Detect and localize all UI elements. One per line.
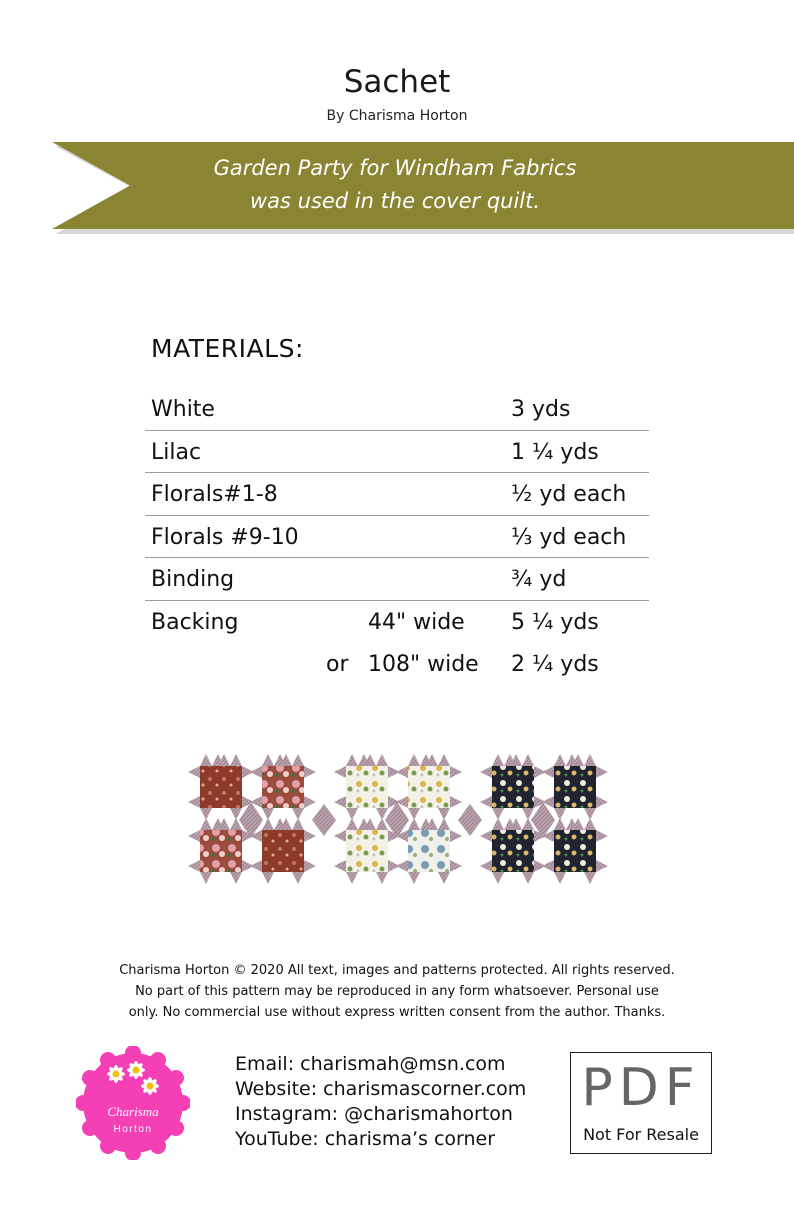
floral-square — [408, 830, 450, 872]
lilac-triangle — [408, 754, 420, 766]
copyright-notice — [100, 960, 694, 1023]
material-amount: ¾ yd — [511, 567, 567, 593]
lilac-triangle — [542, 766, 554, 778]
material-name: Florals #9-10 — [151, 524, 299, 550]
lilac-triangle — [584, 754, 596, 766]
lilac-triangle — [596, 860, 608, 872]
lilac-triangle — [554, 818, 566, 830]
lilac-triangle — [584, 872, 596, 884]
charisma-logo — [76, 1046, 190, 1160]
lilac-triangle — [450, 830, 462, 842]
banner-line-2: was used in the cover quilt. — [249, 189, 541, 213]
lilac-triangle — [492, 818, 504, 830]
material-amount: ½ yd each — [511, 482, 627, 508]
lilac-triangle — [304, 860, 316, 872]
lilac-triangle — [450, 766, 462, 778]
material-amount: ⅓ yd each — [511, 524, 627, 550]
lilac-triangle — [188, 796, 200, 808]
lilac-triangle — [492, 872, 504, 884]
material-amount: 5 ¼ yds — [511, 609, 599, 635]
material-name: Florals#1-8 — [151, 482, 278, 508]
copyright-line: only. No commercial use without express written consent from the author. Thanks. — [128, 1005, 666, 1020]
banner-line-1: Garden Party for Windham Fabrics — [213, 156, 577, 180]
lilac-triangle — [396, 860, 408, 872]
lilac-triangle — [542, 860, 554, 872]
lilac-triangle — [262, 818, 274, 830]
lilac-triangle — [480, 766, 492, 778]
lilac-triangle — [480, 860, 492, 872]
material-name: White — [151, 397, 215, 422]
lilac-triangle — [188, 860, 200, 872]
lilac-triangle — [292, 872, 304, 884]
materials-row — [145, 473, 649, 516]
lilac-triangle — [408, 872, 420, 884]
copyright-line: Charisma Horton © 2020 All text, images and patterns protected. All rights reserved. — [119, 963, 675, 978]
materials-row — [145, 643, 649, 685]
lilac-triangle — [304, 830, 316, 842]
lilac-triangle — [438, 754, 450, 766]
lilac-triangle — [230, 872, 242, 884]
contact-website: Website: charismascorner.com — [235, 1078, 527, 1100]
lilac-triangle — [450, 860, 462, 872]
lilac-triangle — [334, 766, 346, 778]
lilac-triangle — [304, 766, 316, 778]
lilac-triangle — [376, 872, 388, 884]
material-amount: 1 ¼ yds — [511, 439, 599, 465]
lilac-triangle — [554, 754, 566, 766]
contact-info — [235, 1052, 526, 1152]
lilac-triangle — [584, 818, 596, 830]
material-name: Backing — [151, 609, 239, 635]
lilac-triangle — [200, 818, 212, 830]
materials-row — [145, 388, 649, 431]
contact-instagram: Instagram: @charismahorton — [235, 1103, 513, 1125]
copyright-line: No part of this pattern may be reproduced in any form whatsoever. Personal use — [135, 984, 659, 999]
lilac-triangle — [376, 754, 388, 766]
materials-row — [145, 558, 649, 601]
lilac-triangle — [408, 818, 420, 830]
lilac-triangle — [262, 872, 274, 884]
materials-row — [145, 431, 649, 474]
quilt-illustration — [178, 746, 616, 894]
lilac-triangle — [334, 830, 346, 842]
lilac-triangle — [230, 754, 242, 766]
banner-text — [150, 152, 640, 218]
material-amount: 2 ¼ yds — [511, 651, 599, 677]
material-note: 108" wide — [368, 651, 479, 677]
connector-diamond — [458, 804, 482, 836]
lilac-triangle — [250, 766, 262, 778]
lilac-triangle — [480, 796, 492, 808]
lilac-triangle — [262, 754, 274, 766]
pdf-label: PDF — [581, 1058, 701, 1118]
lilac-triangle — [522, 872, 534, 884]
lilac-triangle — [554, 872, 566, 884]
material-alt: or — [326, 651, 349, 677]
lilac-triangle — [188, 830, 200, 842]
floral-square — [200, 766, 242, 808]
lilac-triangle — [480, 830, 492, 842]
connector-diamond — [312, 804, 336, 836]
pattern-title: Sachet — [343, 64, 451, 100]
material-amount: 3 yds — [511, 397, 571, 422]
lilac-triangle — [188, 766, 200, 778]
material-name: Binding — [151, 567, 235, 593]
pattern-author: By Charisma Horton — [326, 108, 468, 124]
lilac-triangle — [596, 830, 608, 842]
lilac-triangle — [250, 860, 262, 872]
lilac-triangle — [334, 796, 346, 808]
lilac-triangle — [438, 818, 450, 830]
lilac-triangle — [596, 796, 608, 808]
lilac-triangle — [450, 796, 462, 808]
lilac-triangle — [334, 860, 346, 872]
logo-line-2: Horton — [113, 1124, 153, 1135]
floral-square — [262, 766, 304, 808]
lilac-triangle — [396, 766, 408, 778]
materials-row — [145, 601, 649, 643]
floral-square — [200, 830, 242, 872]
floral-square — [492, 830, 534, 872]
lilac-triangle — [346, 754, 358, 766]
materials-heading: MATERIALS: — [151, 334, 304, 363]
contact-email: Email: charismah@msn.com — [235, 1053, 506, 1075]
floral-square — [554, 830, 596, 872]
materials-table — [145, 388, 649, 684]
floral-square — [346, 766, 388, 808]
lilac-triangle — [304, 796, 316, 808]
lilac-triangle — [596, 766, 608, 778]
pdf-badge — [570, 1052, 712, 1154]
floral-square — [492, 766, 534, 808]
material-note: 44" wide — [368, 609, 465, 635]
lilac-triangle — [346, 872, 358, 884]
lilac-triangle — [438, 872, 450, 884]
lilac-triangle — [346, 818, 358, 830]
floral-square — [346, 830, 388, 872]
floral-square — [408, 766, 450, 808]
material-name: Lilac — [151, 439, 202, 465]
not-for-resale-label: Not For Resale — [583, 1125, 699, 1144]
contact-youtube: YouTube: charisma’s corner — [235, 1128, 496, 1150]
floral-square — [554, 766, 596, 808]
materials-row — [145, 516, 649, 559]
lilac-triangle — [522, 754, 534, 766]
lilac-triangle — [200, 872, 212, 884]
lilac-triangle — [200, 754, 212, 766]
lilac-triangle — [492, 754, 504, 766]
logo-scalloped-badge — [76, 1046, 190, 1160]
lilac-triangle — [292, 818, 304, 830]
floral-square — [262, 830, 304, 872]
lilac-triangle — [292, 754, 304, 766]
logo-line-1: Charisma — [107, 1104, 159, 1119]
